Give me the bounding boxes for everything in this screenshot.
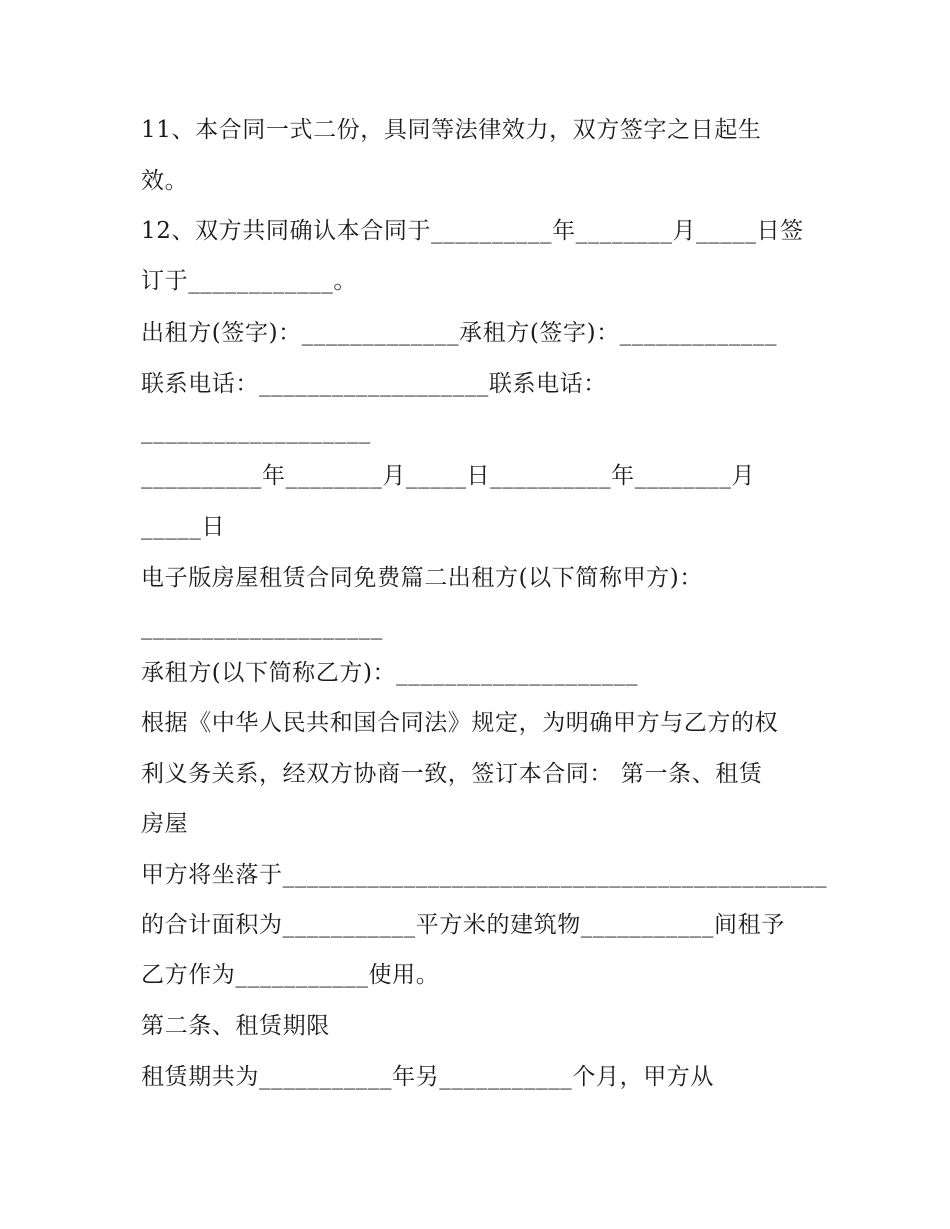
text-line: 根据《中华人民共和国合同法》规定，为明确甲方与乙方的权 [141,710,779,736]
text-line: 利义务关系，经双方协商一致，签订本合同： 第一条、租赁 [141,761,763,787]
text-line: ___________________ [141,418,371,444]
text-line: 12、双方共同确认本合同于__________年________月_____日签 [141,218,804,244]
text-line: 乙方作为___________使用。 [141,962,440,988]
text-line: 联系电话：___________________联系电话： [141,371,607,397]
text-line: ____________________ [141,614,383,640]
text-line: 承租方(以下简称乙方)：____________________ [141,660,639,686]
text-line: 效。 [141,168,189,194]
text-line: 第二条、租赁期限 [141,1013,330,1039]
text-line: 11、本合同一式二份，具同等法律效力，双方签字之日起生 [141,117,762,143]
text-line: __________年________月_____日__________年________月 [141,463,756,489]
text-line: 电子版房屋租赁合同免费篇二出租方(以下简称甲方)： [141,565,703,591]
text-line: 租赁期共为___________年另___________个月，甲方从 [141,1064,714,1090]
text-line: 甲方将坐落于_____________________________________________ [141,862,828,888]
text-line: 房屋 [141,811,189,837]
text-line: 订于____________。 [141,268,357,294]
text-line: _____日 [141,514,226,540]
text-line: 的合计面积为___________平方米的建筑物___________间租予 [141,912,785,938]
text-line: 出租方(签字)：_____________承租方(签字)：_____________ [141,320,778,346]
